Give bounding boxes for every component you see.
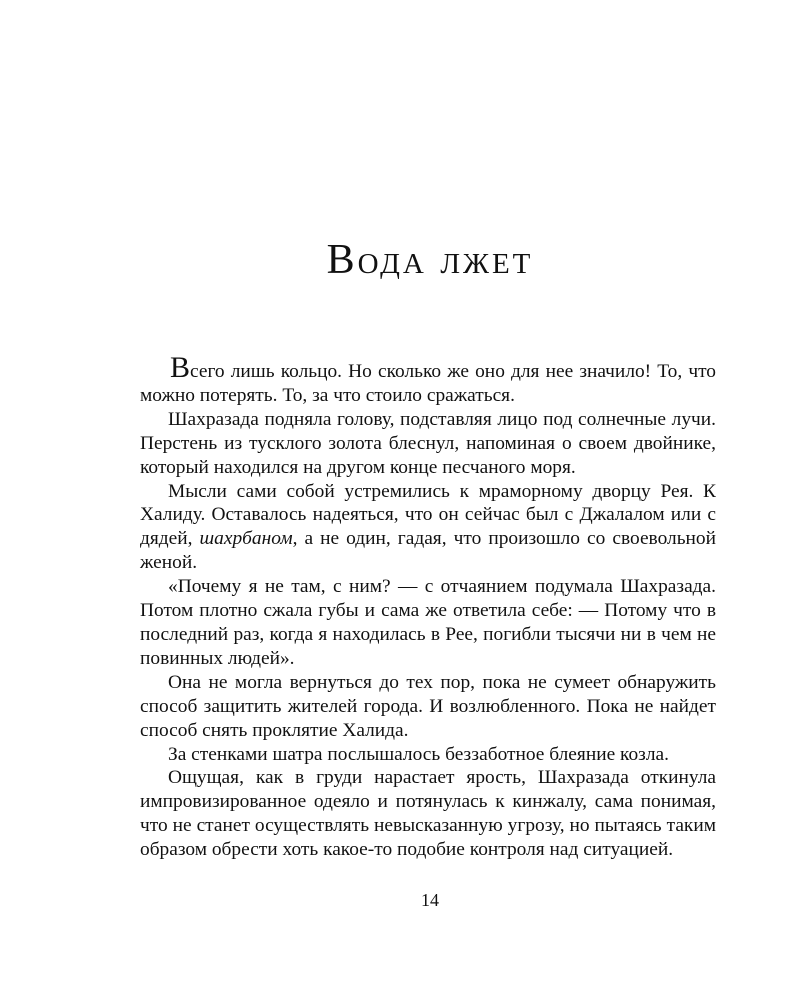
drop-cap: В (170, 351, 191, 384)
paragraph: За стенками шатра послышалось беззаботное блеяние козла. (168, 743, 669, 765)
page-number: 14 (421, 890, 439, 910)
paragraph (140, 351, 716, 408)
chapter-title: Вода лжет (326, 237, 534, 283)
paragraph-text: сего лишь кольцо. Но сколько же оно для нее значило! То, что можно потерять. То, за что стоило сражаться. (140, 361, 716, 406)
paragraph-text: Мысли сами собой устремились к мраморному дворцу Рея. К Халиду. Оставалось надеяться, что он сейчас был с Джалалом или с дядей, (140, 480, 716, 550)
body-text (140, 351, 716, 862)
paragraph: Шахразада подняла голову, подставляя лицо под солнечные лучи. Перстень из тусклого золота блеснул, напоминая о своем двойнике, который находился на другом конце песчаного моря. (140, 408, 716, 478)
paragraph: Она не могла вернуться до тех пор, пока не сумеет обнаружить способ защитить жителей города. И возлюбленного. Пока не найдет способ снять проклятие Халида. (140, 671, 716, 741)
paragraph-text: , а не один, гадая, что произошло со своевольной женой. (140, 528, 716, 574)
paragraph (140, 480, 716, 576)
italic-term: шахрбаном (199, 528, 293, 550)
paragraph: «Почему я не там, с ним? — с отчаянием подумала Шахразада. Потом плотно сжала губы и сама же ответила себе: — Потому что в последний раз, когда я находилась в Рее, погибли тысячи ни в чем не повинных людей». (140, 576, 716, 669)
paragraph: Ощущая, как в груди нарастает ярость, Шахразада откинула импровизированное одеяло и потянулась к кинжалу, сама понимая, что не станет осуществлять невысказанную угрозу, но пытаясь таким образом обрести хоть какое-то подобие контроля над ситуацией. (140, 767, 716, 861)
